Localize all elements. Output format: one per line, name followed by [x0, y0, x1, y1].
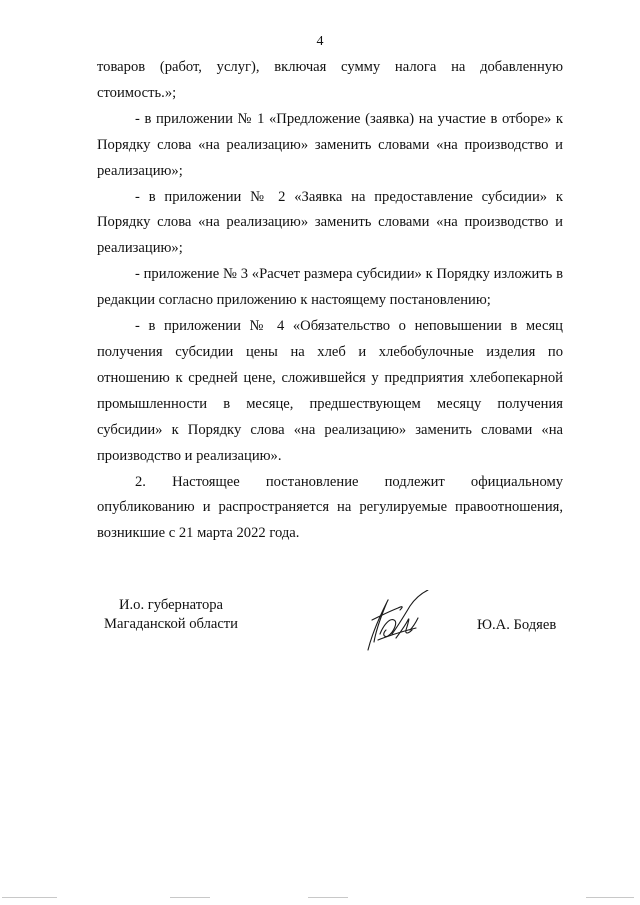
document-body	[97, 55, 563, 547]
signer-title	[104, 596, 238, 634]
footer-scan-line	[586, 897, 634, 898]
signer-title-line-1: И.о. губернатора	[118, 597, 224, 613]
signer-name: Ю.А. Бодяев	[477, 617, 557, 633]
paragraph-clause-2: 2. Настоящее постановление подлежит официальному опубликованию и распространяется на регулируемые правоотношения, возникшие с 21 марта 2022 года.	[97, 473, 563, 542]
footer-scan-line	[170, 897, 210, 898]
signature-block	[0, 596, 640, 666]
footer-scan-line	[2, 897, 57, 898]
signer-title-line-2: Магаданской области	[104, 616, 238, 632]
paragraph-appendix-4: - в приложении № 4 «Обязательство о неповышении в месяц получения субсидии цены на хлеб и хлебобулочные изделия по отношению к средней цене, сложившейся у предприятия хлебопекарной промышленности в месяце, предшествующем месяцу получения субсидии» к Порядку слова «на реализацию» заменить словами «на производство и реализацию».	[97, 318, 563, 464]
page-number: 4	[316, 34, 324, 49]
paragraph-appendix-2: - в приложении № 2 «Заявка на предоставление субсидии» к Порядку слова «на реализацию» заменить словами «на производство и реализацию»;	[97, 188, 563, 257]
handwritten-signature-image	[358, 590, 438, 654]
paragraph-appendix-1: - в приложении № 1 «Предложение (заявка) на участие в отборе» к Порядку слова «на реализацию» заменить словами «на производство и реализацию»;	[97, 110, 563, 179]
paragraph-continuation: товаров (работ, услуг), включая сумму налога на добавленную стоимость.»;	[97, 59, 563, 101]
footer-scan-line	[308, 897, 348, 898]
paragraph-appendix-3: - приложение № 3 «Расчет размера субсидии» к Порядку изложить в редакции согласно приложению к настоящему постановлению;	[97, 266, 563, 309]
